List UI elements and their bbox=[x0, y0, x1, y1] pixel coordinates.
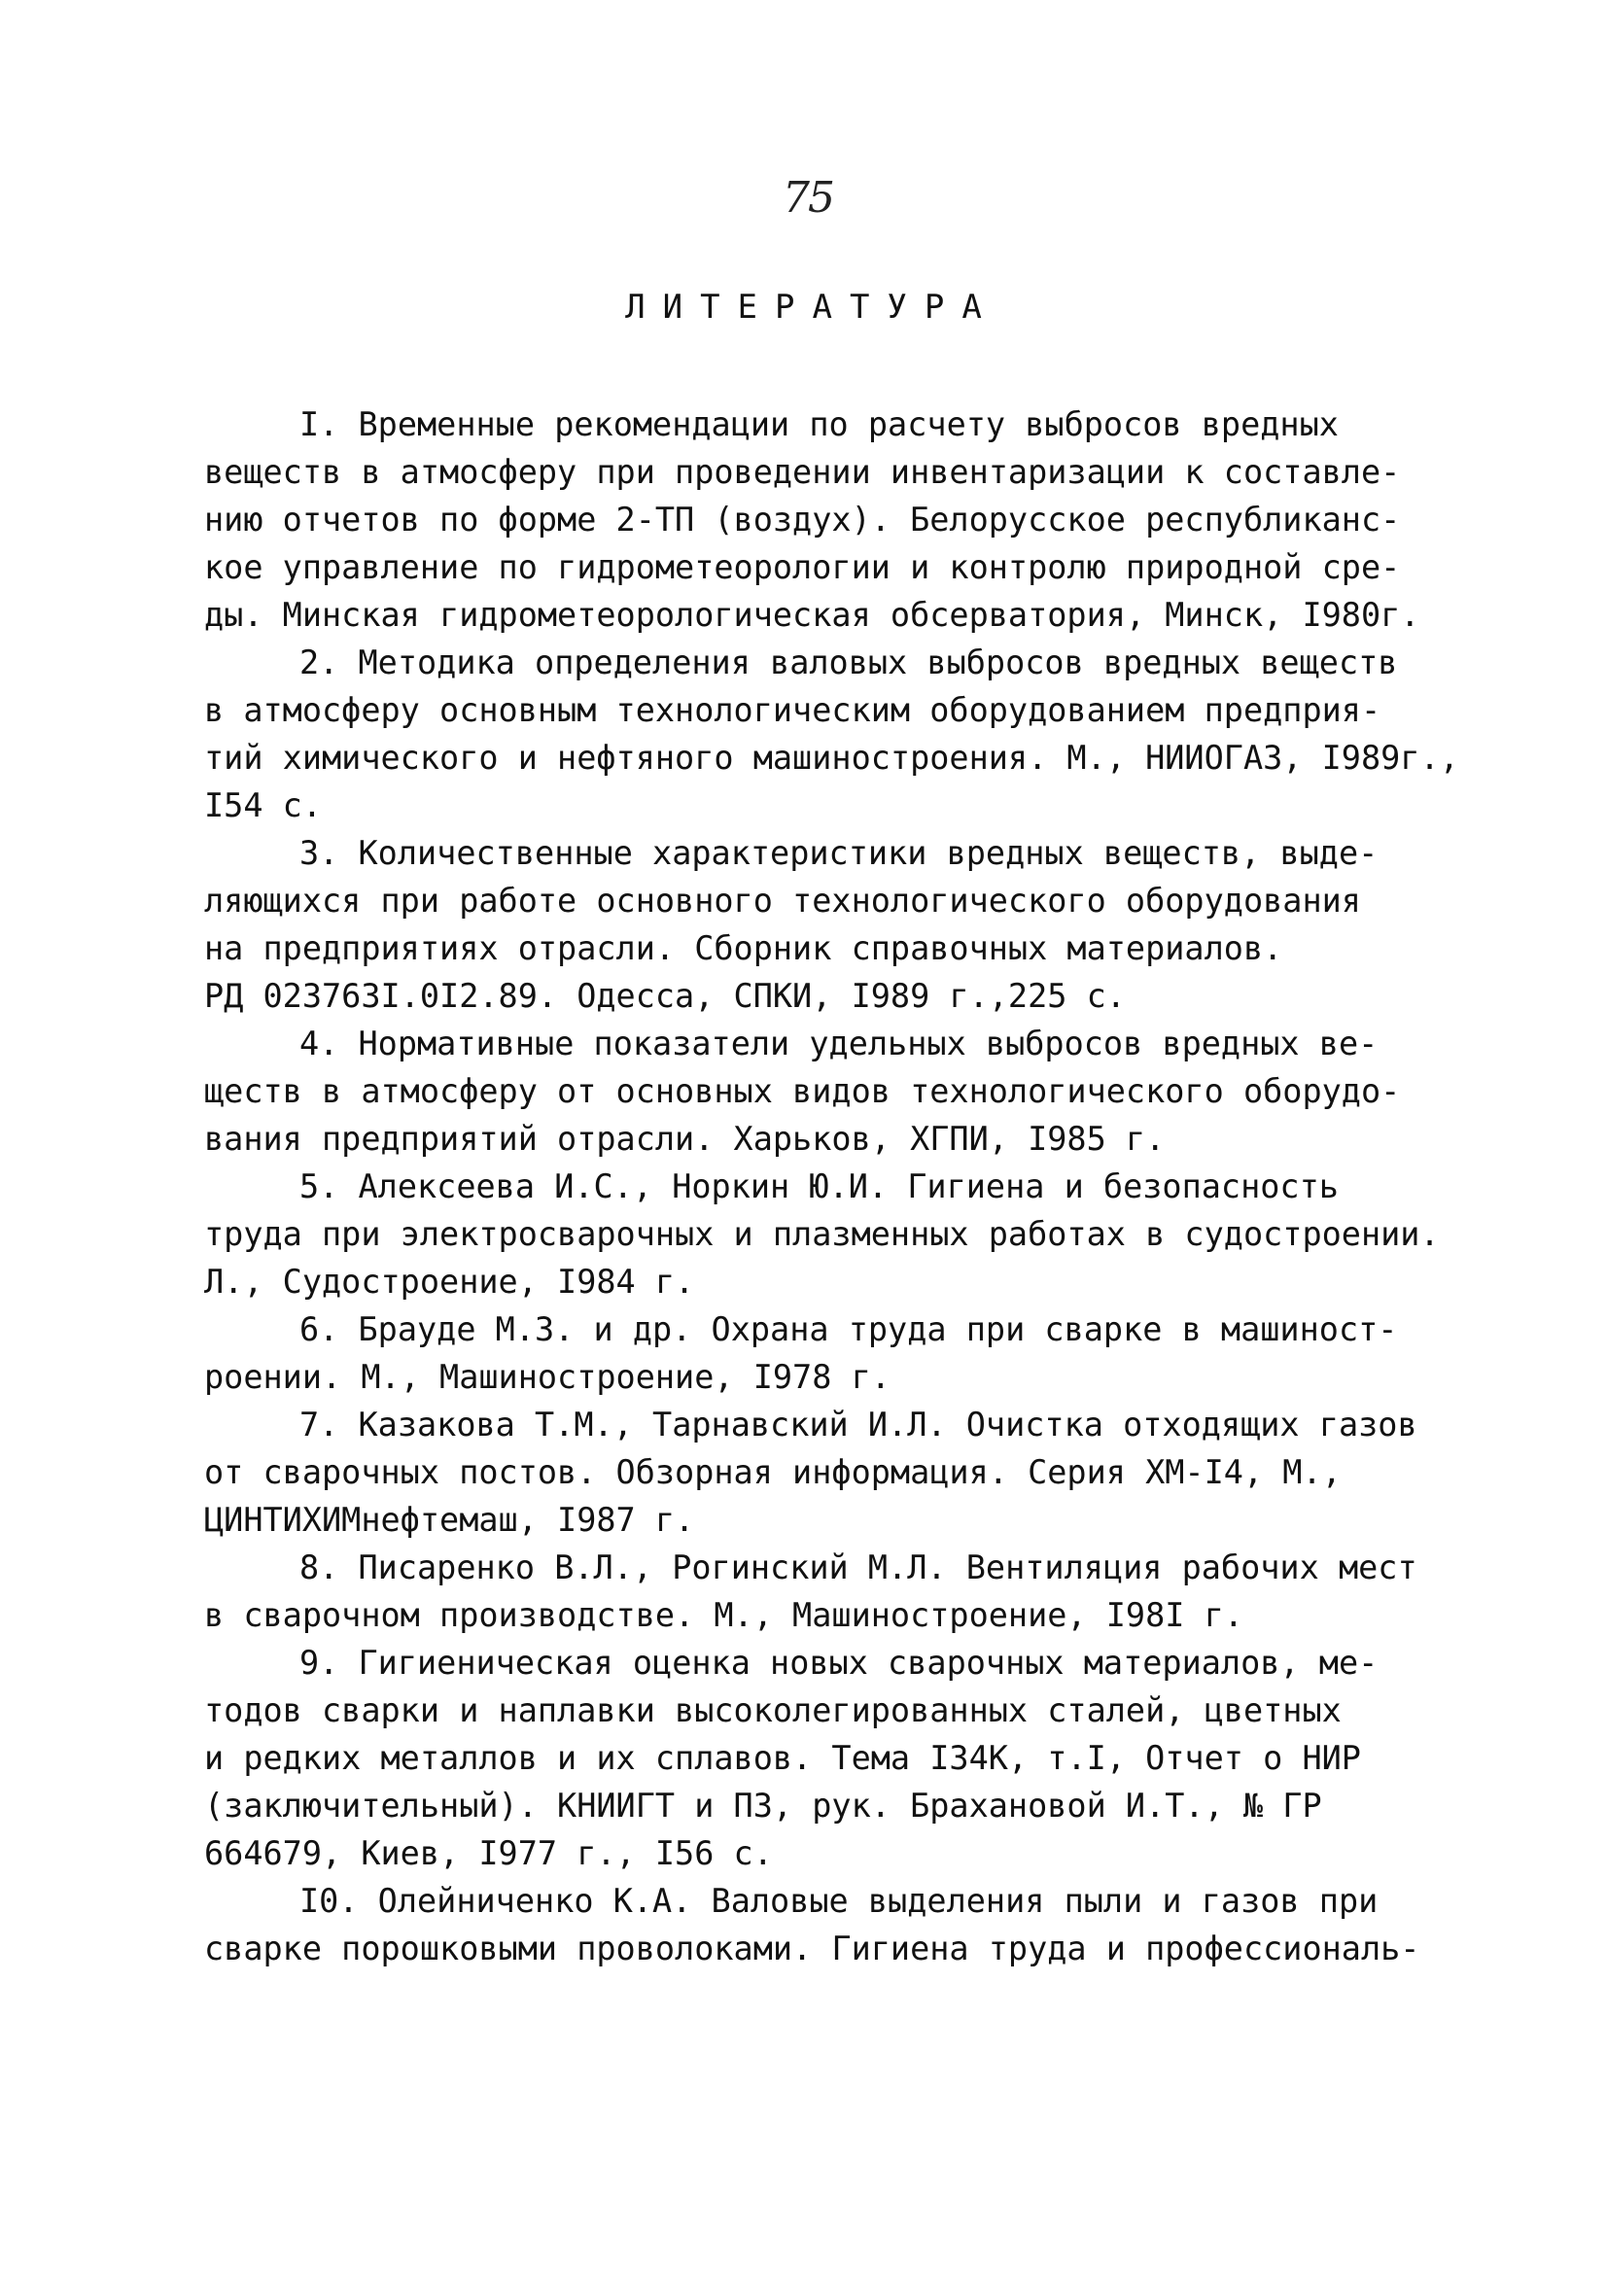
reference-line: кое управление по гидрометеорологии и контролю природной сре- bbox=[204, 548, 1401, 586]
reference-line: 3. Количественные характеристики вредных веществ, выде- bbox=[299, 834, 1379, 872]
reference-item bbox=[204, 1544, 1468, 1639]
reference-line: 2. Методика определения валовых выбросов вредных веществ bbox=[299, 644, 1398, 681]
reference-line: 664679, Киев, I977 г., I56 с. bbox=[204, 1834, 773, 1872]
reference-line: 6. Брауде М.З. и др. Охрана труда при сварке в машиност- bbox=[299, 1310, 1398, 1348]
reference-line: вания предприятий отрасли. Харьков, ХГПИ, I985 г. bbox=[204, 1120, 1166, 1158]
reference-line: I54 с. bbox=[204, 786, 323, 824]
reference-line: ществ в атмосферу от основных видов технологического оборудо- bbox=[204, 1072, 1401, 1110]
reference-line: 7. Казакова Т.М., Тарнавский И.Л. Очистка отходящих газов bbox=[299, 1406, 1417, 1444]
reference-line: веществ в атмосферу при проведении инвентаризации к составле- bbox=[204, 453, 1401, 491]
reference-line: ды. Минская гидрометеорологическая обсерватория, Минск, I980г. bbox=[204, 596, 1420, 634]
reference-line: (заключительный). КНИИГТ и ПЗ, рук. Брахановой И.Т., № ГР bbox=[204, 1787, 1322, 1825]
reference-line: роении. М., Машиностроение, I978 г. bbox=[204, 1358, 891, 1396]
reference-line: 8. Писаренко В.Л., Рогинский М.Л. Вентиляция рабочих мест bbox=[299, 1548, 1417, 1586]
reference-line: нию отчетов по форме 2-ТП (воздух). Белорусское республиканс- bbox=[204, 501, 1401, 539]
reference-item bbox=[204, 1639, 1468, 1877]
reference-item bbox=[204, 1877, 1468, 1972]
reference-line: и редких металлов и их сплавов. Тема I34К, т.I, Отчет о НИР bbox=[204, 1739, 1361, 1777]
reference-line: 5. Алексеева И.С., Норкин Ю.И. Гигиена и безопасность bbox=[299, 1167, 1339, 1205]
reference-line: 9. Гигиеническая оценка новых сварочных материалов, ме- bbox=[299, 1644, 1379, 1682]
reference-line: РД 023763I.0I2.89. Одесса, СПКИ, I989 г.,225 с. bbox=[204, 977, 1126, 1015]
reference-line: тодов сварки и наплавки высоколегированных сталей, цветных bbox=[204, 1691, 1342, 1729]
reference-item bbox=[204, 639, 1468, 829]
reference-item bbox=[204, 1305, 1468, 1401]
reference-line: I0. Олейниченко К.А. Валовые выделения пыли и газов при bbox=[299, 1882, 1379, 1920]
reference-line: тий химического и нефтяного машиностроения. М., НИИОГАЗ, I989г., bbox=[204, 739, 1459, 777]
reference-line: сварке порошковыми проволоками. Гигиена труда и профессиональ- bbox=[204, 1930, 1420, 1967]
reference-line: на предприятиях отрасли. Сборник справочных материалов. bbox=[204, 929, 1283, 967]
reference-line: труда при электросварочных и плазменных работах в судостроении. bbox=[204, 1215, 1440, 1253]
reference-line: Л., Судостроение, I984 г. bbox=[204, 1263, 695, 1301]
reference-list bbox=[204, 400, 1468, 1972]
reference-item bbox=[204, 829, 1468, 1020]
reference-item bbox=[204, 1163, 1468, 1305]
reference-line: в атмосферу основным технологическим оборудованием предприя- bbox=[204, 691, 1381, 729]
reference-item bbox=[204, 1401, 1468, 1544]
reference-line: ЦИНТИХИМнефтемаш, I987 г. bbox=[204, 1501, 695, 1539]
reference-line: в сварочном производстве. М., Машиностроение, I98I г. bbox=[204, 1596, 1243, 1634]
reference-line: I. Временные рекомендации по расчету выбросов вредных bbox=[299, 405, 1339, 443]
reference-item bbox=[204, 1020, 1468, 1163]
reference-item bbox=[204, 400, 1468, 639]
reference-line: 4. Нормативные показатели удельных выбросов вредных ве- bbox=[299, 1025, 1379, 1062]
reference-line: от сварочных постов. Обзорная информация. Серия ХМ-I4, М., bbox=[204, 1453, 1342, 1491]
page-title: ЛИТЕРАТУРА bbox=[625, 288, 999, 327]
reference-line: ляющихся при работе основного технологического оборудования bbox=[204, 882, 1361, 920]
page-number: 75 bbox=[783, 173, 833, 223]
